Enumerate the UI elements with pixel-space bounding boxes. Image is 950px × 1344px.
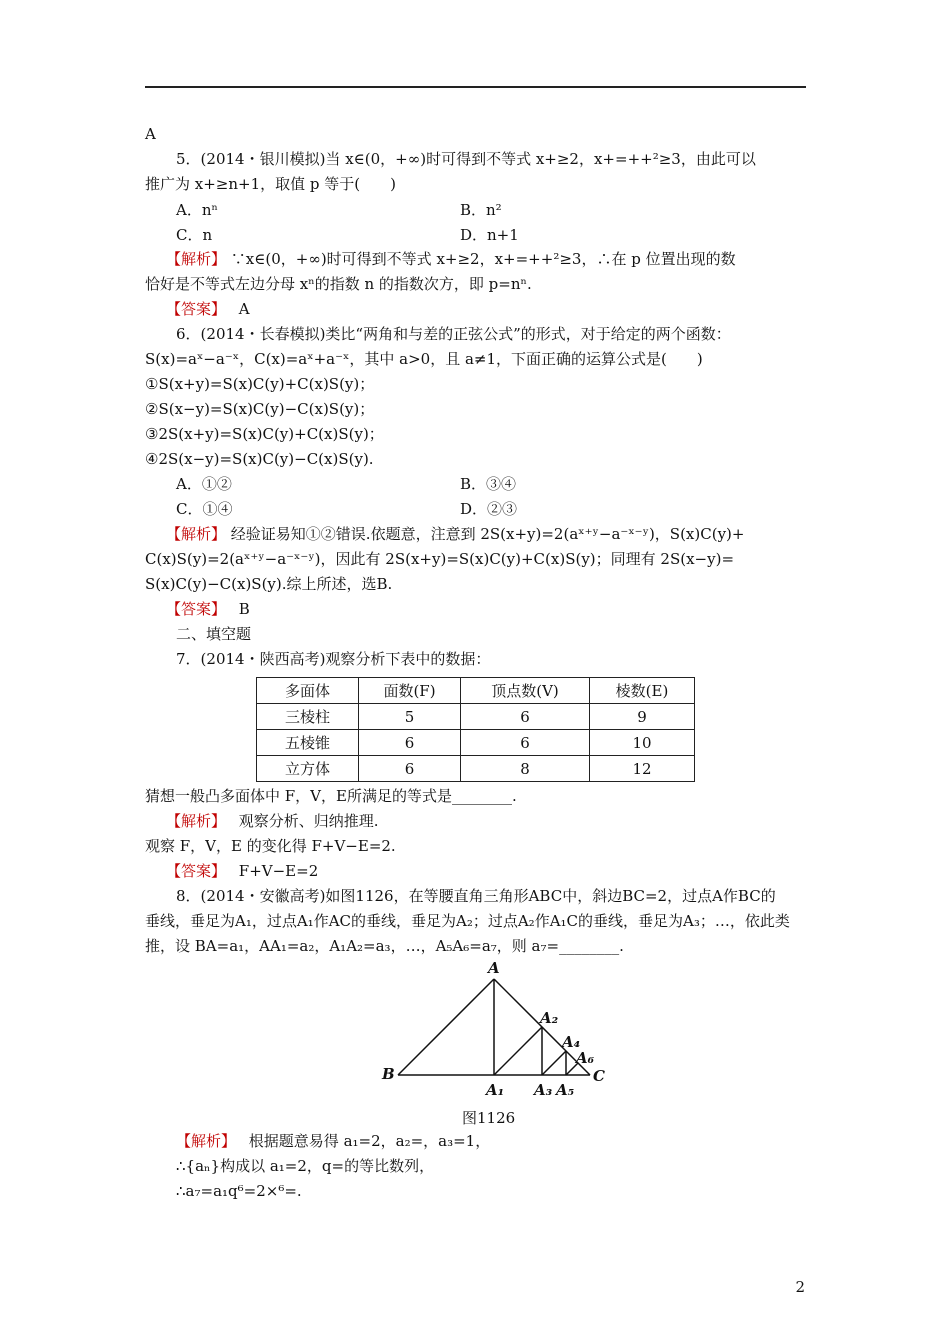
- q7-analysis-1: 观察分析、归纳推理.: [238, 812, 379, 830]
- q8-analysis-2: ∴{aₙ}构成以 a₁=2，q=的等比数列，: [176, 1157, 435, 1175]
- q6-analysis-2: C(x)S(y)=2(aˣ⁺ʸ−a⁻ˣ⁻ʸ)，因此有 2S(x+y)=S(x)C(y)+C(x)S(y)；同理有 2S(x−y)=: [145, 550, 735, 568]
- table-cell: 三棱柱: [257, 704, 359, 730]
- q5-analysis-1: ∵x∈(0，+∞)时可得到不等式 x+≥2，x+=++²≥3，∴在 p 位置出现的数: [230, 250, 736, 268]
- q6-line2: S(x)=aˣ−a⁻ˣ，C(x)=aˣ+a⁻ˣ，其中 a>0，且 a≠1，下面正确的运算公式是( ): [145, 350, 703, 368]
- table-cell: 10: [590, 730, 695, 756]
- q5-answer: A: [238, 300, 250, 318]
- table-cell: 6: [461, 704, 590, 730]
- table-row: [257, 704, 695, 730]
- label-a2: A₂: [540, 1009, 559, 1027]
- q7-answer-label: 【答案】: [166, 862, 227, 880]
- q6-formula-2: ②S(x−y)=S(x)C(y)−C(x)S(y)；: [145, 400, 375, 418]
- label-a6: A₆: [576, 1049, 595, 1067]
- label-a: A: [488, 959, 500, 977]
- q5-line1: 5．(2014・银川模拟)当 x∈(0，+∞)时可得到不等式 x+≥2，x+=++²≥3，由此可以: [176, 150, 756, 168]
- q8-analysis-1: 根据题意易得 a₁=2，a₂=，a₃=1，: [248, 1132, 491, 1150]
- q6-formula-4: ④2S(x−y)=S(x)C(y)−C(x)S(y).: [145, 450, 374, 468]
- q8-analysis-3: ∴a₇=a₁q⁶=2×⁶=.: [176, 1182, 302, 1200]
- table-header-cell: 顶点数(V): [461, 678, 590, 704]
- q6-answer-label: 【答案】: [166, 600, 227, 618]
- table-cell: 12: [590, 756, 695, 782]
- table-header-cell: 面数(F): [359, 678, 461, 704]
- q6-option-d: D．②③: [460, 500, 518, 518]
- polyhedra-table: [256, 677, 695, 782]
- q7-analysis-label: 【解析】: [166, 812, 227, 830]
- q6-line1: 6．(2014・长春模拟)类比“两角和与差的正弦公式”的形式，对于给定的两个函数：: [176, 325, 731, 343]
- table-cell: 立方体: [257, 756, 359, 782]
- table-cell: 五棱锥: [257, 730, 359, 756]
- label-c: C: [593, 1067, 605, 1085]
- q6-answer: B: [238, 600, 250, 618]
- q8-line3: 推，设 BA=a₁，AA₁=a₂，A₁A₂=a₃，…，A₅A₆=a₇，则 a₇=________.: [145, 937, 624, 955]
- label-a3: A₃: [534, 1081, 553, 1099]
- table-cell: 6: [359, 730, 461, 756]
- segment-a1-a2: [494, 1027, 542, 1075]
- table-row: [257, 756, 695, 782]
- label-a4: A₄: [562, 1033, 581, 1051]
- q7-guess: 猜想一般凸多面体中 F，V，E所满足的等式是________.: [145, 787, 517, 805]
- q8-analysis-label: 【解析】: [176, 1132, 237, 1150]
- table-header-cell: 多面体: [257, 678, 359, 704]
- q6-formula-1: ①S(x+y)=S(x)C(y)+C(x)S(y)；: [145, 375, 375, 393]
- q8-line2: 垂线，垂足为A₁，过点A₁作AC的垂线，垂足为A₂；过点A₂作A₁C的垂线，垂足为A₃；…，依此类: [145, 912, 790, 930]
- q5-analysis-label: 【解析】: [166, 250, 227, 268]
- q6-option-b: B．③④: [460, 475, 517, 493]
- q6-option-a: A．①②: [176, 475, 232, 493]
- table-cell: 5: [359, 704, 461, 730]
- table-cell: 6: [359, 756, 461, 782]
- q6-formula-3: ③2S(x+y)=S(x)C(y)+C(x)S(y)；: [145, 425, 384, 443]
- table-header-row: [257, 678, 695, 704]
- label-a5: A₅: [556, 1081, 575, 1099]
- table-row: [257, 730, 695, 756]
- table-cell: 6: [461, 730, 590, 756]
- q6-option-c: C．①④: [176, 500, 233, 518]
- section-title: 二、填空题: [176, 625, 252, 643]
- q5-option-d: D．n+1: [460, 226, 519, 244]
- side-ba: [398, 979, 494, 1075]
- top-answer-letter: A: [145, 125, 156, 143]
- label-a1: A₁: [486, 1081, 505, 1099]
- q5-line2: 推广为 x+≥n+1，取值 p 等于( ): [145, 175, 396, 193]
- q6-analysis-label: 【解析】: [166, 525, 227, 543]
- label-b: B: [382, 1065, 395, 1083]
- header-rule: [145, 86, 806, 88]
- q5-analysis-2: 恰好是不等式左边分母 xⁿ的指数 n 的指数次方，即 p=nⁿ.: [145, 275, 532, 293]
- q6-analysis-1: 经验证易知①②错误.依题意，注意到 2S(x+y)=2(aˣ⁺ʸ−a⁻ˣ⁻ʸ)，S(x)C(y)+: [230, 525, 745, 543]
- table-header-cell: 棱数(E): [590, 678, 695, 704]
- q5-answer-label: 【答案】: [166, 300, 227, 318]
- q5-option-b: B．n²: [460, 201, 502, 219]
- table-cell: 9: [590, 704, 695, 730]
- q7-answer: F+V−E=2: [238, 862, 319, 880]
- q8-line1: 8．(2014・安徽高考)如图1126，在等腰直角三角形ABC中，斜边BC=2，过点A作BC的: [176, 887, 776, 905]
- page-number: 2: [795, 1278, 805, 1296]
- q5-option-a: A．nⁿ: [176, 201, 218, 219]
- table-cell: 8: [461, 756, 590, 782]
- figure-caption: 图1126: [462, 1109, 516, 1127]
- q5-option-c: C．n: [176, 226, 213, 244]
- triangle-figure: [370, 955, 610, 1100]
- q7-analysis-2: 观察 F，V，E 的变化得 F+V−E=2.: [145, 837, 396, 855]
- q7-line1: 7．(2014・陕西高考)观察分析下表中的数据：: [176, 650, 491, 668]
- q6-analysis-3: S(x)C(y)−C(x)S(y).综上所述，选B.: [145, 575, 393, 593]
- segment-a3-a4: [542, 1051, 566, 1075]
